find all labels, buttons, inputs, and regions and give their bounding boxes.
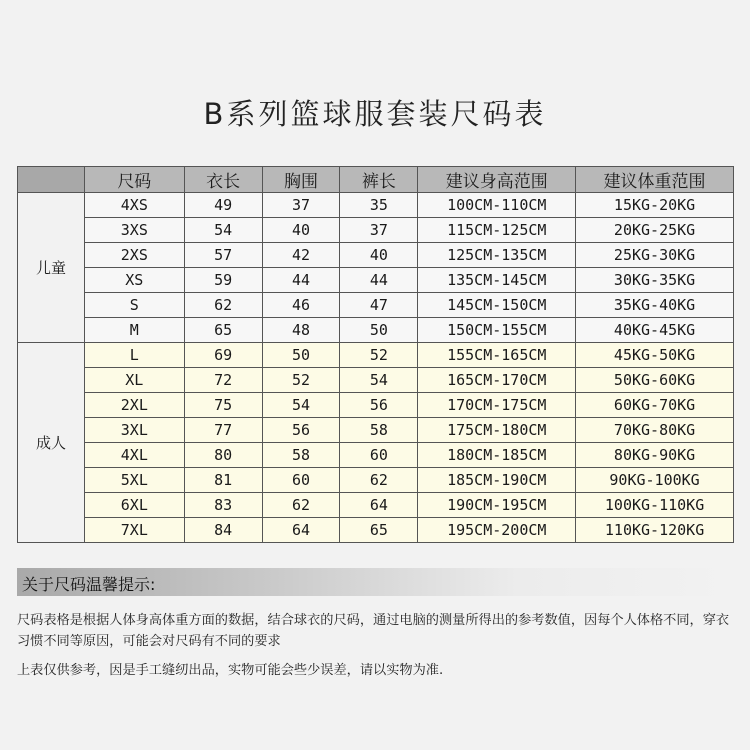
group-label: 儿童 (18, 193, 85, 343)
tips-paragraph-2: 上表仅供参考，因是手工缝纫出品，实物可能会些少误差，请以实物为准. (17, 663, 444, 678)
table-header-row (18, 167, 734, 193)
cell-pants-length: 60 (340, 443, 418, 468)
cell-pants-length: 35 (340, 193, 418, 218)
cell-weight-range: 50KG-60KG (576, 368, 734, 393)
cell-weight-range: 30KG-35KG (576, 268, 734, 293)
group-label: 成人 (18, 343, 85, 543)
header-weight-range: 建议体重范围 (576, 167, 734, 193)
cell-chest: 50 (262, 343, 340, 368)
cell-chest: 64 (262, 518, 340, 543)
table-row (18, 393, 734, 418)
header-length: 衣长 (184, 167, 262, 193)
cell-weight-range: 100KG-110KG (576, 493, 734, 518)
table-row (18, 518, 734, 543)
page-title: B系列篮球服套装尺码表 (203, 97, 547, 131)
cell-size: 2XS (84, 243, 184, 268)
header-height-range: 建议身高范围 (418, 167, 576, 193)
cell-chest: 42 (262, 243, 340, 268)
cell-length: 84 (184, 518, 262, 543)
table-row (18, 343, 734, 368)
tips-paragraph-1: 尺码表格是根据人体身高体重方面的数据，结合球衣的尺码，通过电脑的测量所得出的参考数值，因每个人体格不同，穿衣习惯不同等原因，可能会对尺码有不同的要求 (17, 613, 730, 649)
cell-pants-length: 50 (340, 318, 418, 343)
cell-pants-length: 58 (340, 418, 418, 443)
cell-height-range: 135CM-145CM (418, 268, 576, 293)
cell-weight-range: 35KG-40KG (576, 293, 734, 318)
cell-size: 3XL (84, 418, 184, 443)
cell-length: 75 (184, 393, 262, 418)
tips-heading-bar (17, 568, 732, 596)
cell-pants-length: 44 (340, 268, 418, 293)
table-row (18, 443, 734, 468)
cell-pants-length: 64 (340, 493, 418, 518)
table-body (18, 193, 734, 543)
cell-size: 6XL (84, 493, 184, 518)
table-row (18, 368, 734, 393)
cell-length: 59 (184, 268, 262, 293)
cell-weight-range: 70KG-80KG (576, 418, 734, 443)
cell-height-range: 195CM-200CM (418, 518, 576, 543)
cell-height-range: 145CM-150CM (418, 293, 576, 318)
cell-height-range: 165CM-170CM (418, 368, 576, 393)
cell-height-range: 190CM-195CM (418, 493, 576, 518)
header-size: 尺码 (84, 167, 184, 193)
table-row (18, 418, 734, 443)
table-row (18, 218, 734, 243)
cell-chest: 46 (262, 293, 340, 318)
cell-size: M (84, 318, 184, 343)
cell-weight-range: 60KG-70KG (576, 393, 734, 418)
cell-chest: 37 (262, 193, 340, 218)
cell-size: XL (84, 368, 184, 393)
cell-size: 4XL (84, 443, 184, 468)
cell-chest: 62 (262, 493, 340, 518)
cell-height-range: 180CM-185CM (418, 443, 576, 468)
cell-chest: 60 (262, 468, 340, 493)
cell-pants-length: 47 (340, 293, 418, 318)
table-row (18, 193, 734, 218)
cell-pants-length: 65 (340, 518, 418, 543)
cell-length: 49 (184, 193, 262, 218)
size-chart-table (17, 166, 734, 543)
cell-length: 77 (184, 418, 262, 443)
table-row (18, 468, 734, 493)
cell-pants-length: 56 (340, 393, 418, 418)
cell-size: XS (84, 268, 184, 293)
cell-size: 7XL (84, 518, 184, 543)
cell-height-range: 170CM-175CM (418, 393, 576, 418)
cell-weight-range: 45KG-50KG (576, 343, 734, 368)
cell-chest: 54 (262, 393, 340, 418)
cell-size: 4XS (84, 193, 184, 218)
cell-height-range: 100CM-110CM (418, 193, 576, 218)
cell-chest: 56 (262, 418, 340, 443)
cell-length: 80 (184, 443, 262, 468)
cell-chest: 52 (262, 368, 340, 393)
cell-pants-length: 37 (340, 218, 418, 243)
cell-length: 54 (184, 218, 262, 243)
cell-chest: 48 (262, 318, 340, 343)
cell-size: L (84, 343, 184, 368)
cell-length: 72 (184, 368, 262, 393)
cell-size: S (84, 293, 184, 318)
cell-size: 3XS (84, 218, 184, 243)
cell-pants-length: 62 (340, 468, 418, 493)
cell-pants-length: 52 (340, 343, 418, 368)
table-row (18, 268, 734, 293)
header-pants-length: 裤长 (340, 167, 418, 193)
cell-weight-range: 20KG-25KG (576, 218, 734, 243)
cell-height-range: 175CM-180CM (418, 418, 576, 443)
cell-size: 5XL (84, 468, 184, 493)
cell-length: 57 (184, 243, 262, 268)
cell-length: 81 (184, 468, 262, 493)
cell-length: 65 (184, 318, 262, 343)
table-row (18, 293, 734, 318)
cell-length: 62 (184, 293, 262, 318)
cell-chest: 40 (262, 218, 340, 243)
cell-length: 83 (184, 493, 262, 518)
cell-height-range: 115CM-125CM (418, 218, 576, 243)
cell-pants-length: 54 (340, 368, 418, 393)
cell-height-range: 185CM-190CM (418, 468, 576, 493)
cell-weight-range: 15KG-20KG (576, 193, 734, 218)
cell-weight-range: 80KG-90KG (576, 443, 734, 468)
table-row (18, 318, 734, 343)
cell-pants-length: 40 (340, 243, 418, 268)
tips-heading: 关于尺码温馨提示: (22, 575, 156, 594)
cell-chest: 44 (262, 268, 340, 293)
cell-weight-range: 90KG-100KG (576, 468, 734, 493)
cell-height-range: 155CM-165CM (418, 343, 576, 368)
cell-weight-range: 40KG-45KG (576, 318, 734, 343)
cell-height-range: 125CM-135CM (418, 243, 576, 268)
cell-size: 2XL (84, 393, 184, 418)
table-row (18, 493, 734, 518)
cell-length: 69 (184, 343, 262, 368)
cell-weight-range: 25KG-30KG (576, 243, 734, 268)
cell-height-range: 150CM-155CM (418, 318, 576, 343)
table-row (18, 243, 734, 268)
header-chest: 胸围 (262, 167, 340, 193)
header-blank-cell (18, 167, 85, 193)
cell-chest: 58 (262, 443, 340, 468)
cell-weight-range: 110KG-120KG (576, 518, 734, 543)
